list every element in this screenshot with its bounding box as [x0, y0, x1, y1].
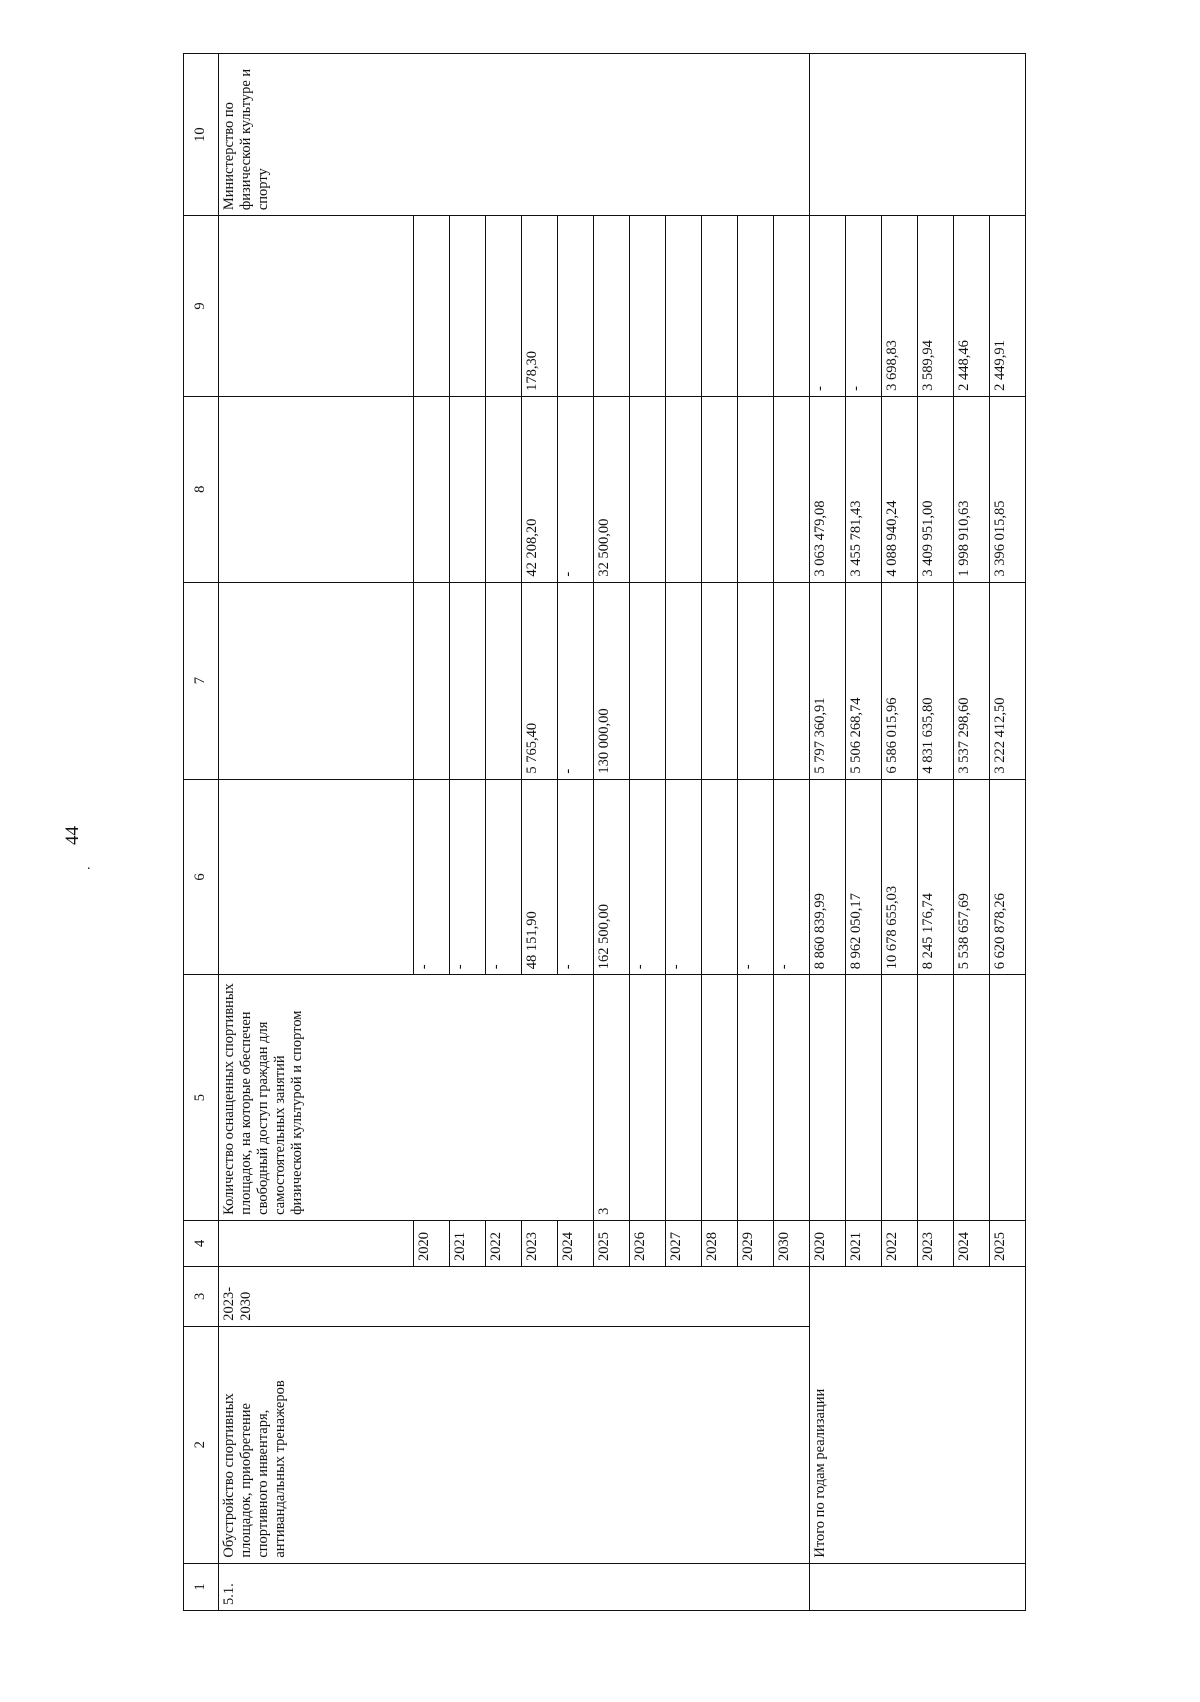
value-cell: -: [774, 779, 810, 975]
stray-mark: .: [87, 858, 91, 873]
year-cell: 2022: [486, 1220, 522, 1266]
page-number: 44: [62, 826, 83, 845]
value-cell: [702, 216, 738, 397]
value-cell: 42 208,20: [522, 396, 558, 582]
value-cell: [702, 779, 738, 975]
value-cell: -: [738, 779, 774, 975]
value-cell: [702, 582, 738, 779]
value-cell: 3 589,94: [918, 216, 954, 397]
program-table: [183, 53, 1026, 1611]
year-cell: 2021: [450, 1220, 486, 1266]
value-cell: [414, 582, 450, 779]
value-cell: [414, 216, 450, 397]
value-cell: 6 586 015,96: [882, 582, 918, 779]
value-cell: 178,30: [522, 216, 558, 397]
year-cell: 2030: [774, 1220, 810, 1266]
indicator-value: [738, 975, 774, 1221]
value-cell: [666, 396, 702, 582]
indicator-value-empty: [990, 975, 1026, 1221]
value-cell: 3 537 298,60: [954, 582, 990, 779]
header-cell: 5: [184, 975, 219, 1221]
rotated-table-stage: [183, 53, 1113, 1611]
value-cell: -: [558, 396, 594, 582]
value-cell: -: [630, 779, 666, 975]
value-cell: [486, 396, 522, 582]
value-cell: 3 409 951,00: [918, 396, 954, 582]
value-cell: [738, 216, 774, 397]
value-cell: 8 245 176,74: [918, 779, 954, 975]
indicator-value: [630, 975, 666, 1221]
value-cell: [450, 582, 486, 779]
value-cell: -: [414, 779, 450, 975]
indicator-value: [774, 975, 810, 1221]
value-cell: 5 538 657,69: [954, 779, 990, 975]
year-cell-empty: [219, 1220, 414, 1266]
value-cell: [666, 582, 702, 779]
indicator-name: Количество оснащенных спортивных площадок, на которые обеспечен свободный доступ граждан для самостоятельных занятий физической культурой и спортом: [219, 975, 594, 1221]
value-cell: 32 500,00: [594, 396, 630, 582]
value-cell: [738, 582, 774, 779]
value-cell: 3 063 479,08: [810, 396, 846, 582]
year-cell: 2028: [702, 1220, 738, 1266]
header-cell: 9: [184, 216, 219, 397]
section-number: 5.1.: [219, 1563, 810, 1610]
header-cell: 7: [184, 582, 219, 779]
value-cell-empty: [219, 216, 414, 397]
value-cell: 162 500,00: [594, 779, 630, 975]
responsible-executor: Министерство по физической культуре и спорту: [219, 54, 810, 216]
value-cell: 3 455 781,43: [846, 396, 882, 582]
value-cell-empty: [219, 396, 414, 582]
indicator-value: 3: [594, 975, 630, 1221]
value-cell: 5 765,40: [522, 582, 558, 779]
value-cell: [702, 396, 738, 582]
value-cell: -: [486, 779, 522, 975]
value-cell: 8 860 839,99: [810, 779, 846, 975]
value-cell: 5 797 360,91: [810, 582, 846, 779]
value-cell: [558, 216, 594, 397]
value-cell: 48 151,90: [522, 779, 558, 975]
value-cell: 130 000,00: [594, 582, 630, 779]
year-cell: 2027: [666, 1220, 702, 1266]
year-cell: 2023: [522, 1220, 558, 1266]
year-cell: 2025: [594, 1220, 630, 1266]
indicator-value: [702, 975, 738, 1221]
indicator-value-empty: [846, 975, 882, 1221]
year-cell: 2024: [954, 1220, 990, 1266]
value-cell: 1 998 910,63: [954, 396, 990, 582]
year-cell: 2029: [738, 1220, 774, 1266]
value-cell-empty: [219, 779, 414, 975]
value-cell: -: [558, 582, 594, 779]
value-cell: [450, 396, 486, 582]
totals-name: Итого по годам реализации: [810, 1266, 1026, 1563]
value-cell: 10 678 655,03: [882, 779, 918, 975]
value-cell: 8 962 050,17: [846, 779, 882, 975]
value-cell: [630, 582, 666, 779]
header-row: [184, 54, 219, 1611]
value-cell: [774, 582, 810, 779]
header-cell: 8: [184, 396, 219, 582]
value-cell: [414, 396, 450, 582]
year-cell: 2020: [414, 1220, 450, 1266]
section-period: 2023-2030: [219, 1266, 810, 1326]
value-cell: -: [558, 779, 594, 975]
header-cell: 2: [184, 1326, 219, 1563]
totals-row: [810, 54, 846, 1611]
indicator-value-empty: [882, 975, 918, 1221]
value-cell: 5 506 268,74: [846, 582, 882, 779]
value-cell: [594, 216, 630, 397]
value-cell: [486, 216, 522, 397]
header-cell: 4: [184, 1220, 219, 1266]
section-name: Обустройство спортивных площадок, приобретение спортивного инвентаря, антивандальных тренажеров: [219, 1326, 810, 1563]
indicator-value-empty: [810, 975, 846, 1221]
year-cell: 2022: [882, 1220, 918, 1266]
indicator-value-empty: [918, 975, 954, 1221]
year-cell: 2025: [990, 1220, 1026, 1266]
year-cell: 2026: [630, 1220, 666, 1266]
value-cell: [486, 582, 522, 779]
value-cell: -: [846, 216, 882, 397]
year-cell: 2023: [918, 1220, 954, 1266]
value-cell: [774, 216, 810, 397]
value-cell: [666, 216, 702, 397]
value-cell: [630, 396, 666, 582]
indicator-value: [666, 975, 702, 1221]
totals-responsible-empty: [810, 54, 1026, 216]
value-cell: 2 449,91: [990, 216, 1026, 397]
value-cell: [450, 216, 486, 397]
value-cell: -: [666, 779, 702, 975]
value-cell: -: [810, 216, 846, 397]
section-info-row: [219, 54, 414, 1611]
header-cell: 1: [184, 1563, 219, 1610]
value-cell: [630, 216, 666, 397]
value-cell: [774, 396, 810, 582]
header-cell: 10: [184, 54, 219, 216]
year-cell: 2024: [558, 1220, 594, 1266]
indicator-value-empty: [954, 975, 990, 1221]
value-cell: 3 698,83: [882, 216, 918, 397]
value-cell: 6 620 878,26: [990, 779, 1026, 975]
year-cell: 2021: [846, 1220, 882, 1266]
year-cell: 2020: [810, 1220, 846, 1266]
header-cell: 3: [184, 1266, 219, 1326]
value-cell: 3 222 412,50: [990, 582, 1026, 779]
totals-number-empty: [810, 1563, 1026, 1610]
value-cell: 4 831 635,80: [918, 582, 954, 779]
value-cell: 4 088 940,24: [882, 396, 918, 582]
value-cell: 2 448,46: [954, 216, 990, 397]
value-cell: -: [450, 779, 486, 975]
value-cell: [738, 396, 774, 582]
value-cell: 3 396 015,85: [990, 396, 1026, 582]
header-cell: 6: [184, 779, 219, 975]
value-cell-empty: [219, 582, 414, 779]
